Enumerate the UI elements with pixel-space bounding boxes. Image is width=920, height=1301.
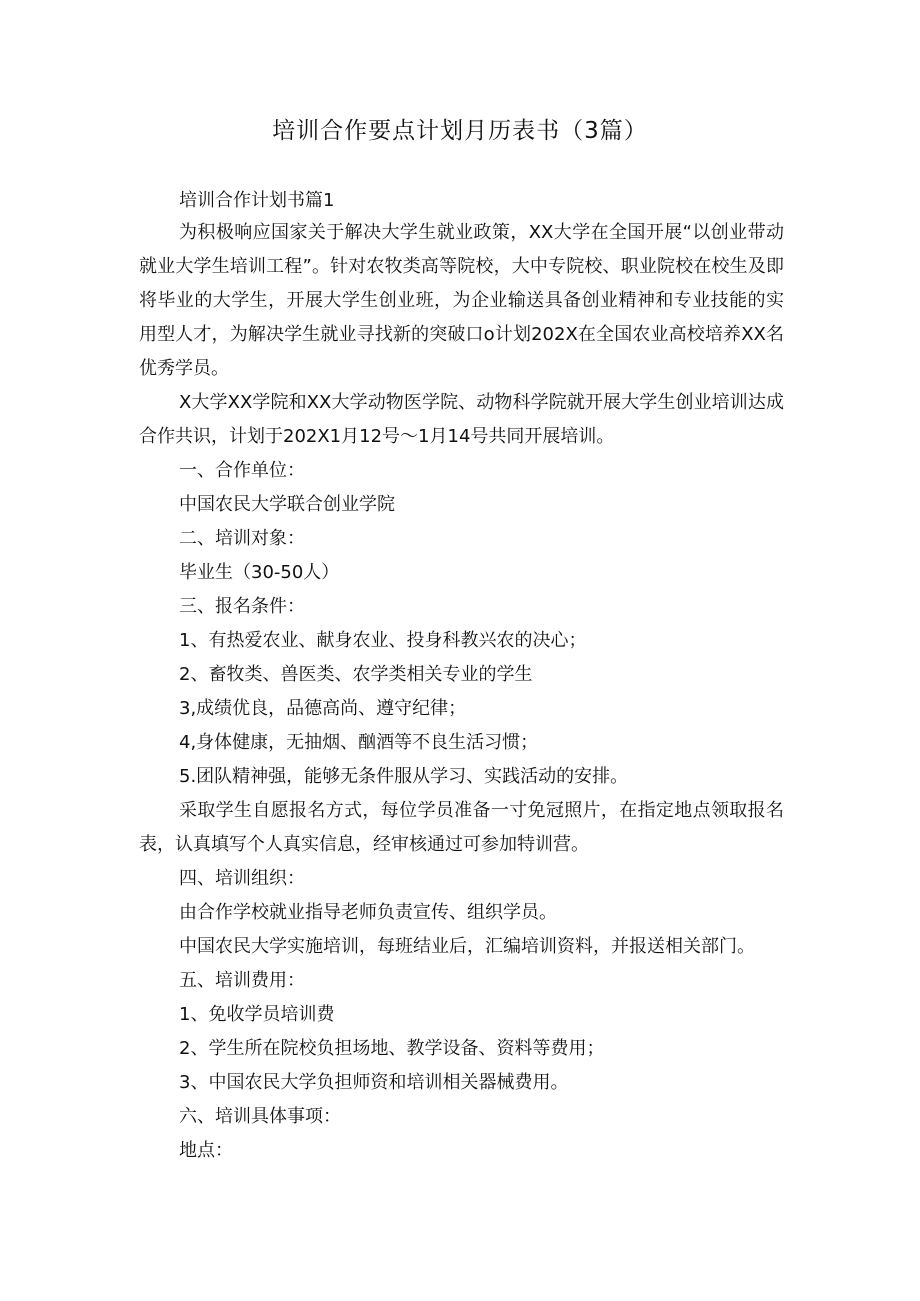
body-paragraph: 中国农民大学实施培训，每班结业后，汇编培训资料，并报送相关部门。 [179, 936, 755, 957]
section-heading: 四、培训组织： [179, 868, 305, 889]
body-paragraph: 地点： [179, 1140, 233, 1161]
section-heading: 一、合作单位： [179, 460, 305, 481]
section-heading: 六、培训具体事项： [179, 1106, 341, 1127]
section-heading: 三、报名条件： [179, 596, 305, 617]
list-item: 1、免收学员培训费 [179, 1004, 335, 1025]
document-body [139, 186, 784, 1168]
body-paragraph: 为积极响应国家关于解决大学生就业政策，XX大学在全国开展“以创业带动就业大学生培训工程”。针对农牧类高等院校，大中专院校、职业院校在校生及即将毕业的大学生，开展大学生创业班，为企业输送具备创业精神和专业技能的实用型人才，为解决学生就业寻找新的突破口o计划202X在全国农业高校培养XX名优秀学员。 [139, 222, 784, 379]
list-item: 5.团队精神强，能够无条件服从学习、实践活动的安排。 [179, 766, 629, 787]
body-paragraph: 采取学生自愿报名方式，每位学员准备一寸免冠照片，在指定地点领取报名表，认真填写个人真实信息，经审核通过可参加特训营。 [139, 800, 784, 855]
body-paragraph: 由合作学校就业指导老师负责宣传、组织学员。 [179, 902, 557, 923]
list-item: 2、学生所在院校负担场地、教学设备、资料等费用； [179, 1038, 605, 1059]
list-item: 3,成绩优良，品德高尚、遵守纪律； [179, 698, 467, 719]
body-paragraph: 中国农民大学联合创业学院 [179, 494, 395, 515]
document-title: 培训合作要点计划月历表书（3篇） [272, 118, 648, 144]
section-heading: 五、培训费用： [179, 970, 305, 991]
section-heading: 培训合作计划书篇1 [179, 190, 335, 211]
body-paragraph: 毕业生（30-50人） [179, 562, 340, 583]
list-item: 2、畜牧类、兽医类、农学类相关专业的学生 [179, 664, 533, 685]
section-heading: 二、培训对象： [179, 528, 305, 549]
list-item: 3、中国农民大学负担师资和培训相关器械费用。 [179, 1072, 569, 1093]
list-item: 4,身体健康，无抽烟、酗酒等不良生活习惯； [179, 732, 539, 753]
body-paragraph: X大学XX学院和XX大学动物医学院、动物科学院就开展大学生创业培训达成合作共识，计划于202X1月12号〜1月14号共同开展培训。 [139, 392, 784, 447]
list-item: 1、有热爱农业、献身农业、投身科教兴农的决心； [179, 630, 587, 651]
